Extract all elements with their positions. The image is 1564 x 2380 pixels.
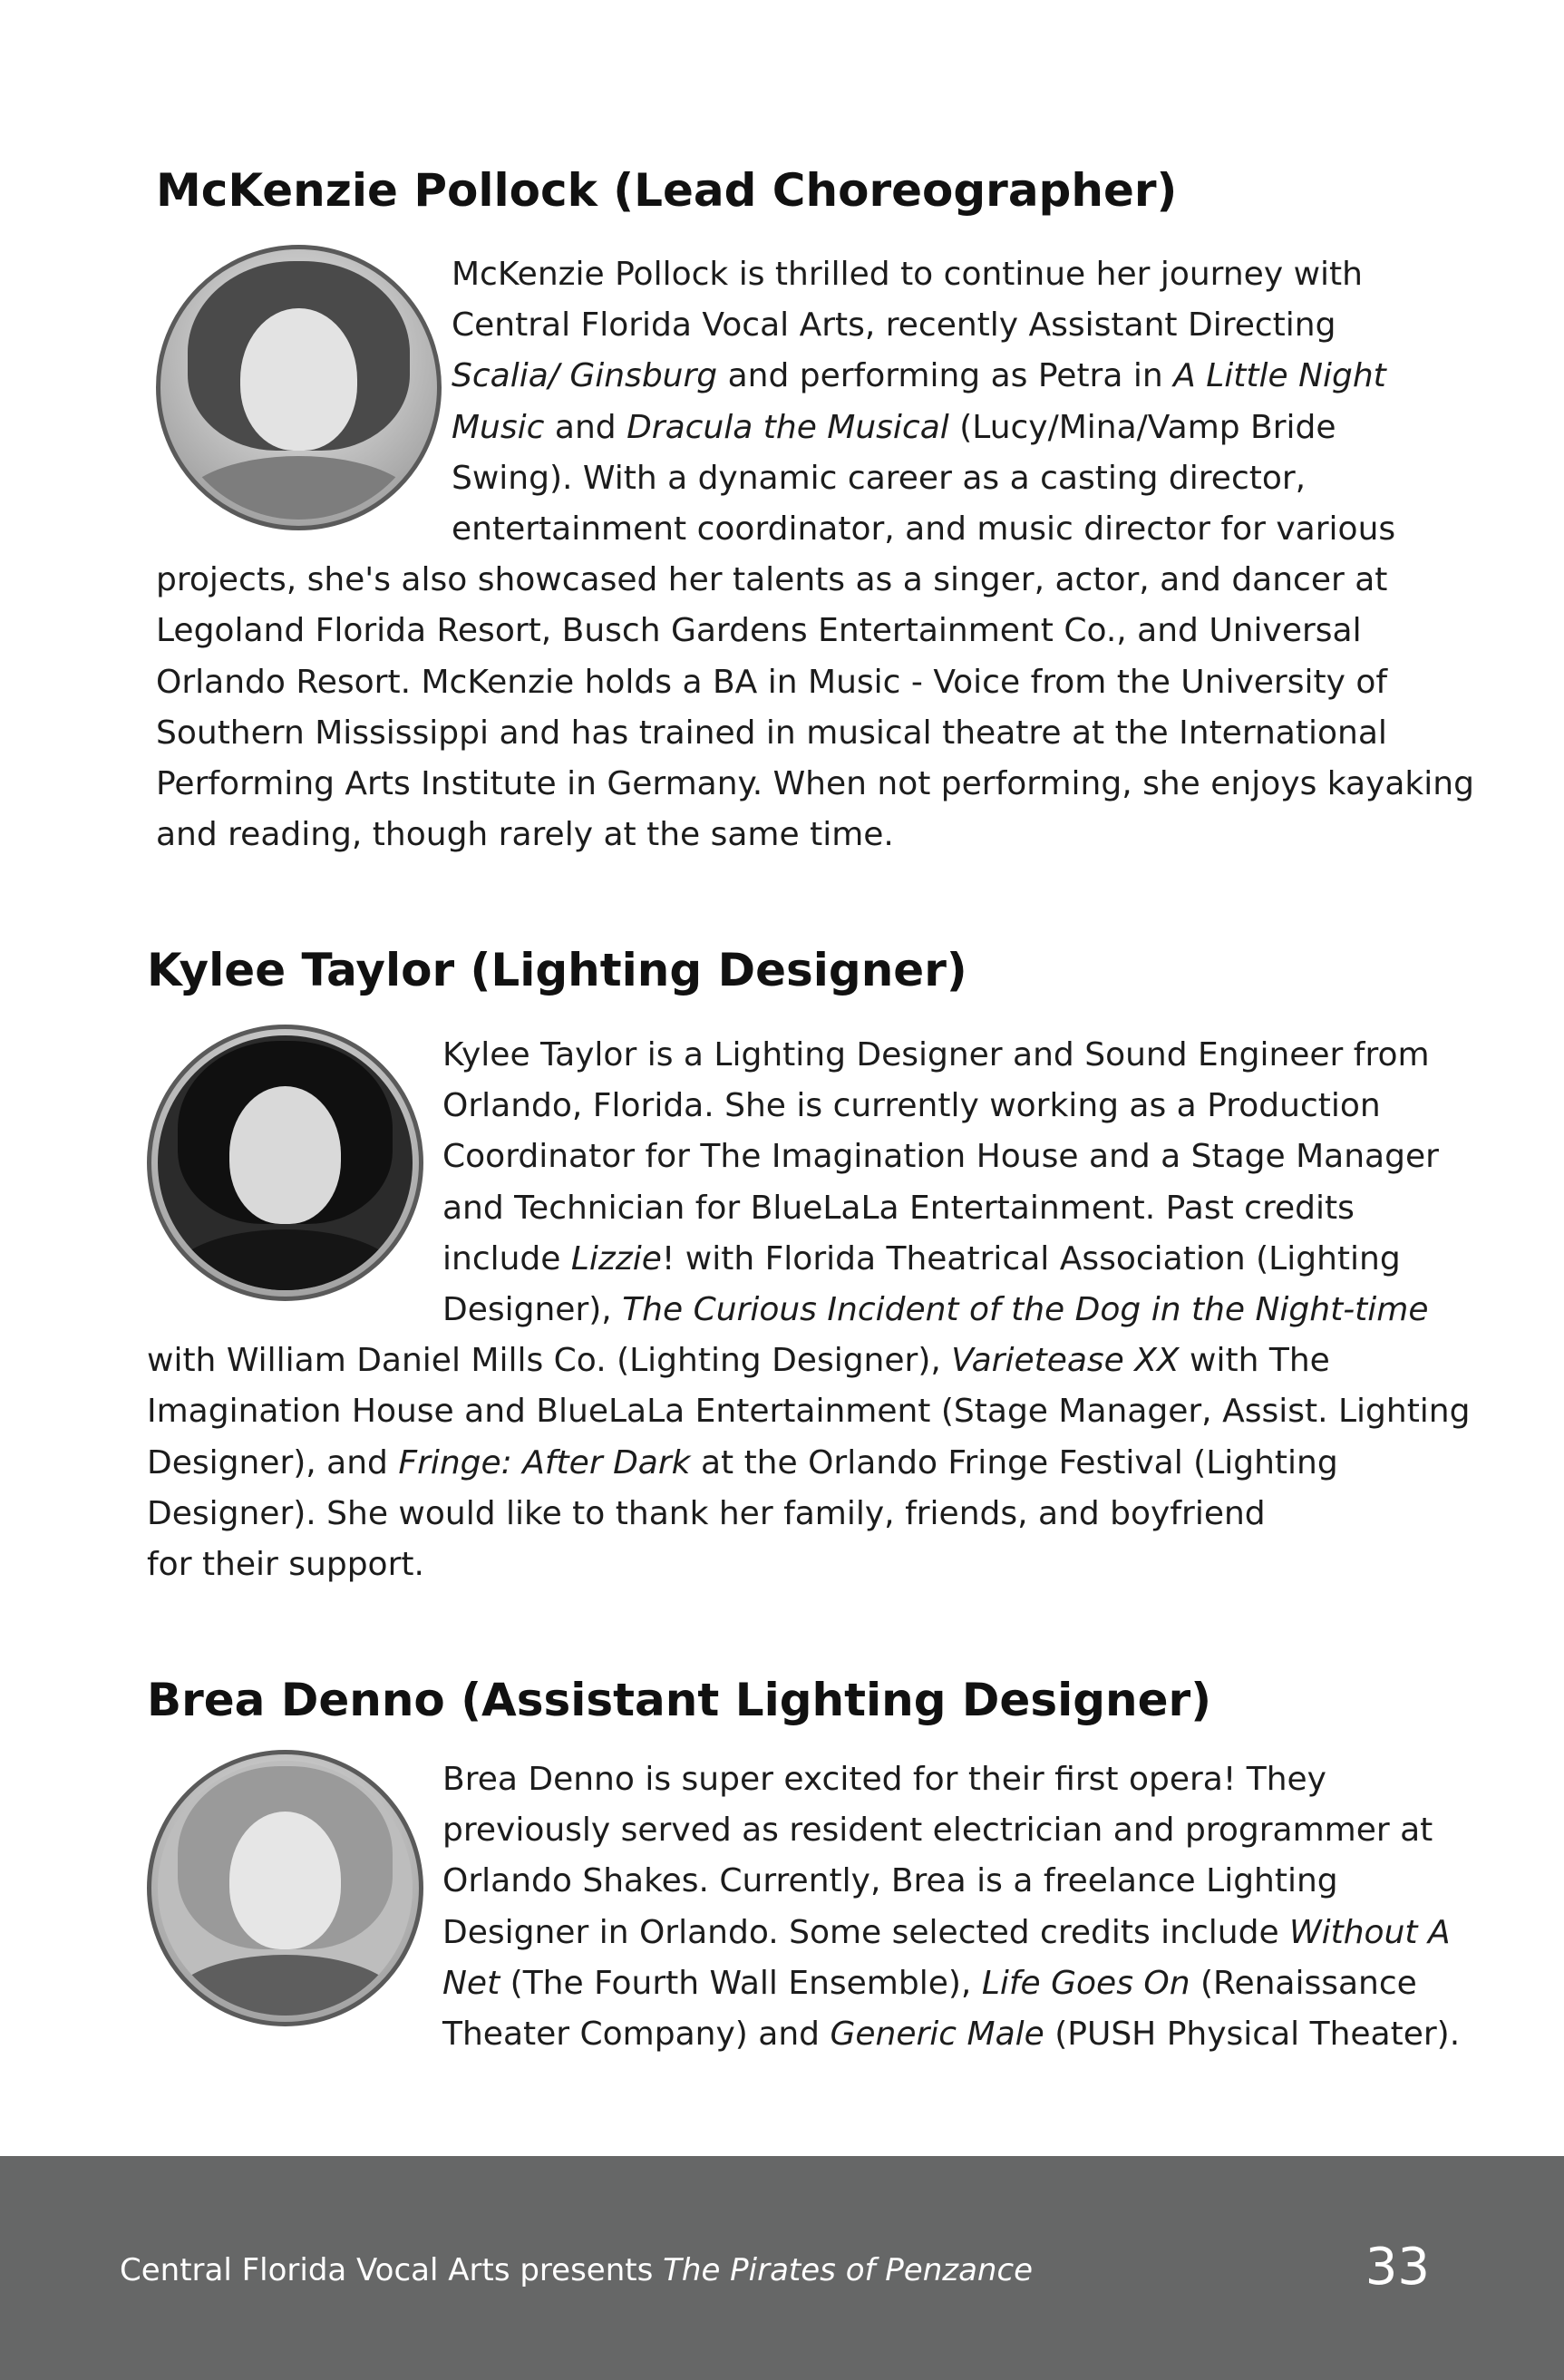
footer-credit (120, 2243, 1033, 2297)
bio-line (0, 351, 1474, 402)
bio-text (0, 1030, 1470, 1590)
page-number: 33 (1365, 2238, 1430, 2297)
bio-line (0, 1132, 1470, 1182)
italic-title: Lizzie (570, 1239, 662, 1277)
text-run: for their support. (147, 1545, 424, 1583)
text-run: ! with Florida Theatrical Association (Lighting (661, 1239, 1401, 1277)
page-footer (0, 2156, 1564, 2380)
bio-line (0, 249, 1474, 300)
bio-line (0, 759, 1474, 810)
bio-line (0, 1234, 1470, 1285)
bio-line (0, 1908, 1460, 1958)
italic-title: A Little Night (1173, 357, 1386, 395)
bio-heading: McKenzie Pollock (Lead Choreographer) (156, 164, 1178, 217)
text-run: Legoland Florida Resort, Busch Gardens Entertainment Co., and Universal (156, 612, 1362, 650)
italic-title: The Curious Incident of the Dog in the Night-time (622, 1290, 1429, 1328)
bio-line (0, 810, 1474, 860)
bio-line (0, 1754, 1460, 1805)
text-run: include (442, 1239, 571, 1277)
text-run: Designer in Orlando. Some selected credits include (442, 1913, 1290, 1951)
italic-title: Life Goes On (981, 1964, 1190, 2002)
bio-line (0, 1805, 1460, 1856)
bio-heading: Brea Denno (Assistant Lighting Designer) (147, 1674, 1212, 1726)
bio-line (0, 504, 1474, 555)
bio-line (0, 1540, 1470, 1590)
italic-title: Without A (1289, 1913, 1451, 1951)
italic-title: Music (452, 408, 545, 446)
bio-line (0, 1081, 1470, 1132)
bio-line (0, 1285, 1470, 1336)
bio-heading: Kylee Taylor (Lighting Designer) (147, 944, 967, 996)
italic-title: Scalia/ Ginsburg (452, 357, 718, 395)
text-run: Orlando Resort. McKenzie holds a BA in Music - Voice from the University of (156, 663, 1388, 701)
text-run: Designer). She would like to thank her family, friends, and boyfriend (147, 1494, 1266, 1532)
bio-line (0, 453, 1474, 504)
text-run: and reading, though rarely at the same time. (156, 816, 894, 854)
italic-title: Generic Male (830, 2015, 1044, 2053)
text-run: Orlando, Florida. She is currently working as a Production (442, 1087, 1381, 1125)
text-run: (Renaissance (1190, 1964, 1417, 2002)
text-run: Designer), (442, 1290, 623, 1328)
footer-credit-prefix: Central Florida Vocal Arts presents (120, 2252, 664, 2288)
bio-line (0, 1183, 1470, 1234)
text-run: and performing as Petra in (717, 357, 1174, 395)
bio-text (0, 249, 1474, 860)
text-run: Swing). With a dynamic career as a casting director, (452, 459, 1307, 497)
bio-line (0, 657, 1474, 708)
italic-title: Varietease XX (951, 1342, 1180, 1380)
bio-line (0, 300, 1474, 351)
bio-text (0, 1754, 1460, 2060)
text-run: Kylee Taylor is a Lighting Designer and Sound Engineer from (442, 1036, 1430, 1073)
text-run: (PUSH Physical Theater). (1044, 2015, 1461, 2053)
bio-line (0, 708, 1474, 759)
text-run: at the Orlando Fringe Festival (Lighting (690, 1443, 1338, 1481)
bio-line (0, 2009, 1460, 2060)
italic-title: Net (442, 1964, 500, 2002)
text-run: McKenzie Pollock is thrilled to continue her journey with (452, 256, 1363, 293)
bio-line (0, 1336, 1470, 1386)
footer-production-title: The Pirates of Penzance (663, 2252, 1034, 2288)
text-run: entertainment coordinator, and music director for various (452, 510, 1396, 548)
text-run: Theater Company) and (442, 2015, 831, 2053)
text-run: Central Florida Vocal Arts, recently Assistant Directing (452, 306, 1336, 345)
bio-line (0, 606, 1474, 656)
bio-line (0, 555, 1474, 606)
text-run: with The (1179, 1342, 1330, 1380)
text-run: (Lucy/Mina/Vamp Bride (948, 408, 1336, 446)
bio-line (0, 403, 1474, 453)
text-run: Designer), and (147, 1443, 399, 1481)
text-run: Brea Denno is super excited for their first opera! They (442, 1761, 1326, 1798)
text-run: with William Daniel Mills Co. (Lighting Designer), (147, 1342, 952, 1380)
text-run: Coordinator for The Imagination House and a Stage Manager (442, 1138, 1439, 1176)
text-run: (The Fourth Wall Ensemble), (500, 1964, 982, 2002)
text-run: Performing Arts Institute in Germany. When not performing, she enjoys kayaking (156, 764, 1474, 802)
text-run: Orlando Shakes. Currently, Brea is a freelance Lighting (442, 1862, 1338, 1900)
text-run: Southern Mississippi and has trained in musical theatre at the International (156, 714, 1387, 752)
bio-line (0, 1856, 1460, 1907)
text-run: projects, she's also showcased her talents as a singer, actor, and dancer at (156, 561, 1388, 599)
bio-line (0, 1438, 1470, 1489)
text-run: Imagination House and BlueLaLa Entertainment (Stage Manager, Assist. Lighting (147, 1393, 1471, 1431)
text-run: and (544, 408, 627, 446)
italic-title: Dracula the Musical (627, 408, 949, 446)
italic-title: Fringe: After Dark (398, 1443, 691, 1481)
text-run: and Technician for BlueLaLa Entertainment. Past credits (442, 1189, 1355, 1227)
bio-line (0, 1386, 1470, 1437)
bio-line (0, 1958, 1460, 2009)
bio-line (0, 1030, 1470, 1081)
text-run: previously served as resident electrician and programmer at (442, 1812, 1433, 1850)
bio-line (0, 1489, 1470, 1540)
